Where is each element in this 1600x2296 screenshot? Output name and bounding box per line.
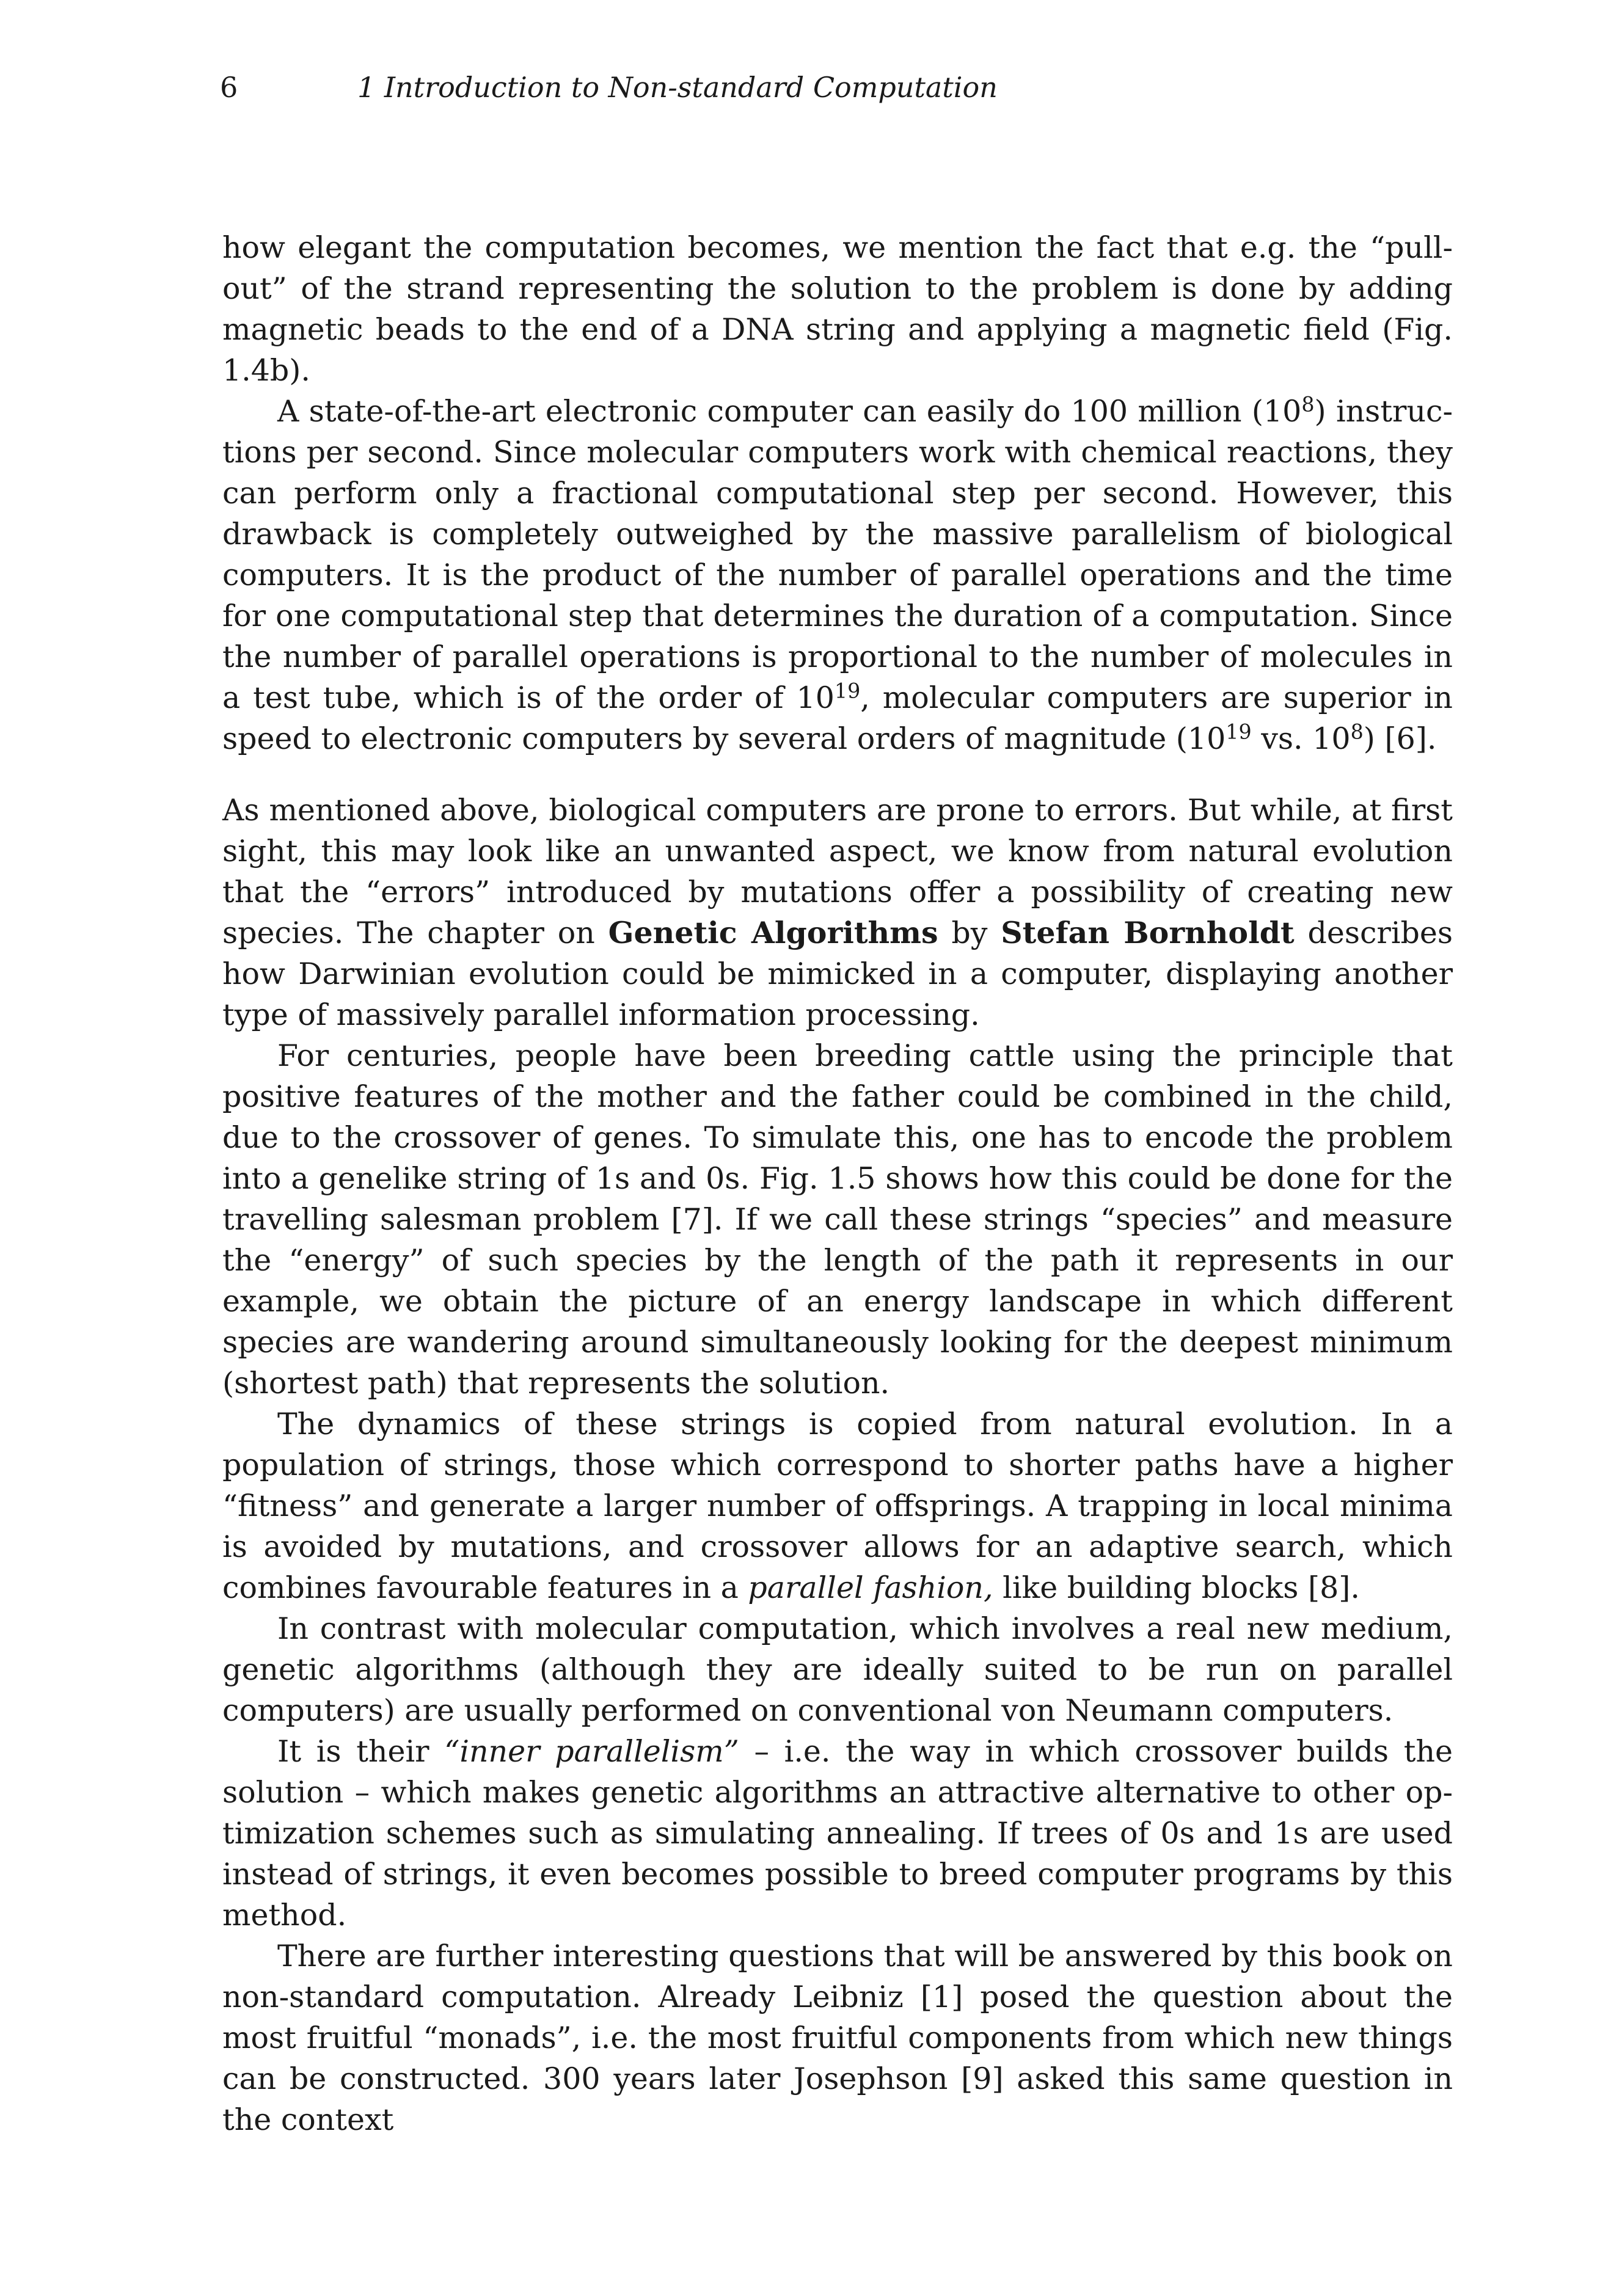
page-number: 6 <box>220 71 238 104</box>
paragraph-text: how elegant the computation becomes, we mention the fact that e.g. the “pull-out” of the strand representing the solution to the problem is done by adding magnetic beads to the end of a DNA string and applying a magnetic field (Fig. 1.4b). <box>222 230 1453 388</box>
paragraph-further-questions <box>222 1936 1453 2140</box>
paragraph-inner-parallelism: It is their “inner parallelism” – i.e. the way in which crossover builds the solution – which makes genetic algorithms an attractive alternative to other optimization schemes such as simulating annealing. If trees of 0s and 1s are used instead of strings, it even becomes possible to breed computer programs by this method. <box>222 1734 1453 1933</box>
author-reference: Stefan Bornholdt <box>1001 915 1295 950</box>
emphasis: parallel fashion, <box>748 1570 993 1605</box>
paragraph-text: There are further interesting questions that will be answered by this book on non-standard computation. Already Leibniz [1] posed the question about the most fruitful “monads”, i.e. the most fruitful components from which new things can be constructed. 300 years later Josephson [9] asked this same question in the context <box>222 1939 1453 2137</box>
chapter-reference: Genetic Algorithms <box>608 915 938 950</box>
exponent: 19 <box>834 679 861 703</box>
emphasis: “inner parallelism” <box>444 1734 739 1769</box>
paragraph-breeding <box>222 1035 1453 1404</box>
paragraph-contrast <box>222 1608 1453 1731</box>
paragraph-continuation <box>222 227 1453 391</box>
paragraph-text: In contrast with molecular computation, which involves a real new medium, genetic algorithms (although they are ideally suited to be run on parallel computers) are usually performed on conventional von Neumann computers. <box>222 1611 1453 1728</box>
paragraph-genetic-intro: As mentioned above, biological computers are prone to errors. But while, at first sight, this may look like an unwanted aspect, we know from natural evolution that the “errors” introduced by mutations offer a possibility of creating new species. The chapter on Genetic Algorithms by Stefan Bornholdt describes how Darwinian evolution could be mimicked in a computer, displaying another type of massively parallel information processing. <box>222 793 1453 1032</box>
exponent: 19 <box>1226 720 1252 744</box>
paragraph-molecular-speed: A state-of-the-art electronic computer can easily do 100 million $(10^8)$ instructions per second. Since molecular computers work with chemical reactions, they can perform only a fractional computational step per second. However, this drawback is completely outweighed by the massive parallelism of biological computers. It is the product of the number of parallel operations and the time for one computational step that determines the duration of a computation. Since the number of parallel operations is proportional to the number of molecules in a test tube, which is of the order of $10^{19}$, molecular computers are superior in speed to electronic computers by several orders of magnitude ($10^{19}$ vs. $10^8$) [6]. <box>222 392 1453 756</box>
body-text <box>222 227 1453 2140</box>
exponent: 8 <box>1350 720 1364 744</box>
chapter-title: 1 Introduction to Non-standard Computation <box>357 71 998 104</box>
paragraph-dynamics: The dynamics of these strings is copied from natural evolution. In a population of strings, those which correspond to shorter paths have a higher “fitness” and generate a larger number of offsprings. A trapping in local minima is avoided by mutations, and crossover allows for an adaptive search, which combines favourable features in a parallel fashion, like building blocks [8]. <box>222 1407 1453 1605</box>
paragraph-text: For centuries, people have been breeding cattle using the principle that positive features of the mother and the father could be combined in the child, due to the crossover of genes. To simulate this, one has to encode the problem into a genelike string of 1s and 0s. Fig. 1.5 shows how this could be done for the travelling salesman problem [7]. If we call these strings “species” and measure the “energy” of such species by the length of the path it represents in our example, we obtain the picture of an energy landscape in which different species are wandering around simultaneously looking for the deepest minimum (shortest path) that represents the solution. <box>222 1038 1453 1401</box>
exponent: 8 <box>1301 392 1315 417</box>
